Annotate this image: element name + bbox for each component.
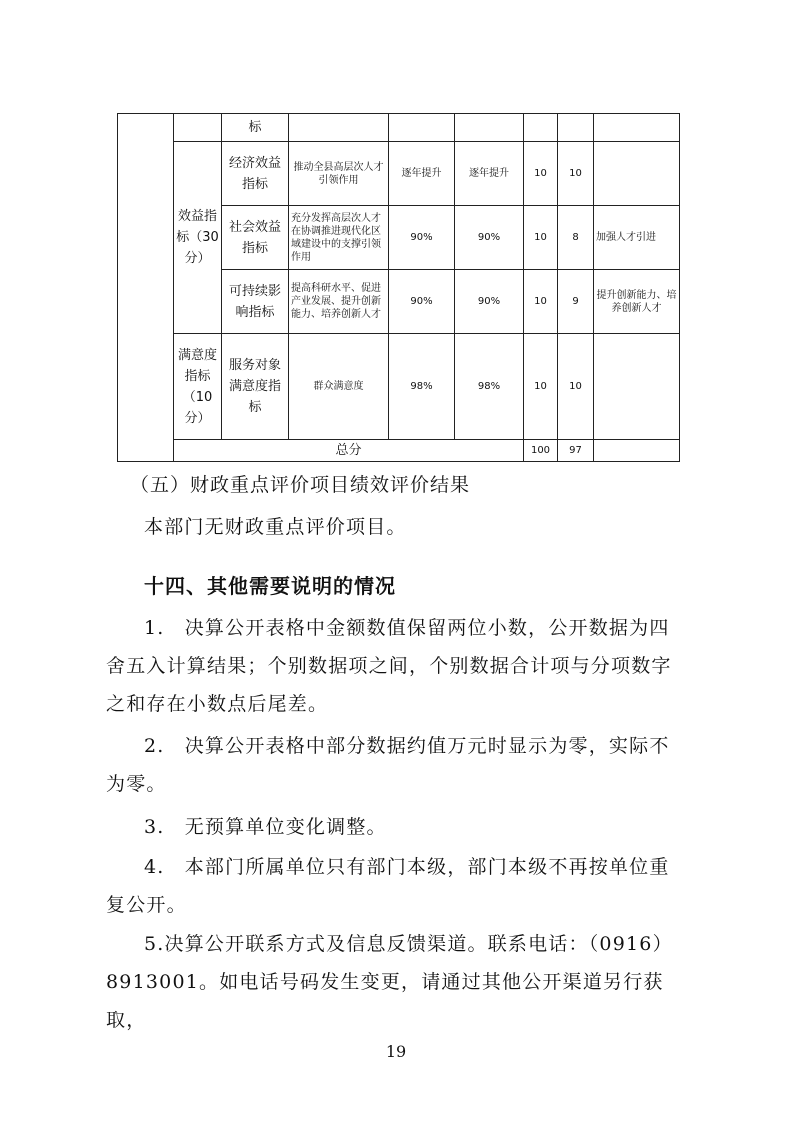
- score-cell: 8: [558, 206, 594, 270]
- target-cell: 98%: [389, 334, 455, 440]
- page-number: 19: [385, 1042, 407, 1061]
- group-label-cell: 满意度指标（10分）: [174, 334, 222, 440]
- content-cell: 提高科研水平、促进产业发展、提升创新能力、培养创新人才: [289, 270, 389, 334]
- indicator-cell: 社会效益指标: [222, 206, 289, 270]
- item-1: 1. 决算公开表格中金额数值保留两位小数，公开数据为四舍五入计算结果；个别数据项之间，个别数据合计项与分项数字之和存在小数点后尾差。: [106, 617, 672, 715]
- weight-cell: 10: [524, 270, 558, 334]
- indicator-cell: 可持续影响指标: [222, 270, 289, 334]
- target-cell: 90%: [389, 270, 455, 334]
- table-row: [118, 142, 680, 206]
- weight-cell: 10: [524, 142, 558, 206]
- section-five-title: （五）财政重点评价项目绩效评价结果: [130, 474, 471, 496]
- actual-cell: 逐年提升: [455, 142, 524, 206]
- note-cell: 提升创新能力、培养创新人才: [594, 270, 680, 334]
- table-row: [118, 334, 680, 440]
- performance-table: [117, 113, 680, 462]
- weight-cell: 10: [524, 206, 558, 270]
- target-cell: 逐年提升: [389, 142, 455, 206]
- item-2: 2. 决算公开表格中部分数据约值万元时显示为零，实际不为零。: [106, 735, 670, 795]
- first-level-cell: [118, 114, 174, 462]
- item-5: 5.决算公开联系方式及信息反馈渠道。联系电话：（0916）8913001。如电话号码发生变更，请通过其他公开渠道另行获取，: [106, 933, 673, 1031]
- note-cell: [594, 334, 680, 440]
- indicator-cell: 服务对象满意度指标: [222, 334, 289, 440]
- actual-cell: 90%: [455, 270, 524, 334]
- content-cell: 推动全县高层次人才引领作用: [289, 142, 389, 206]
- total-weight: 100: [524, 440, 558, 462]
- score-cell: 10: [558, 334, 594, 440]
- total-label: 总分: [174, 440, 524, 462]
- item-4: 4. 本部门所属单位只有部门本级，部门本级不再按单位重复公开。: [106, 856, 670, 916]
- score-cell: 10: [558, 142, 594, 206]
- note-cell: [594, 142, 680, 206]
- actual-cell: 90%: [455, 206, 524, 270]
- note-cell: 加强人才引进: [594, 206, 680, 270]
- section-five-body: 本部门无财政重点评价项目。: [144, 516, 407, 538]
- content-cell: 群众满意度: [289, 334, 389, 440]
- table-row: [118, 114, 680, 142]
- item-3: 3. 无预算单位变化调整。: [144, 816, 387, 838]
- actual-cell: 98%: [455, 334, 524, 440]
- indicator-cell: 标: [222, 114, 289, 142]
- indicator-cell: 经济效益指标: [222, 142, 289, 206]
- section-fourteen-title: 十四、其他需要说明的情况: [144, 574, 396, 598]
- target-cell: 90%: [389, 206, 455, 270]
- total-score: 97: [558, 440, 594, 462]
- content-cell: 充分发挥高层次人才在协调推进现代化区域建设中的支撑引领作用: [289, 206, 389, 270]
- weight-cell: 10: [524, 334, 558, 440]
- group-label-cell: 效益指标（30分）: [174, 142, 222, 334]
- score-cell: 9: [558, 270, 594, 334]
- total-row: [118, 440, 680, 462]
